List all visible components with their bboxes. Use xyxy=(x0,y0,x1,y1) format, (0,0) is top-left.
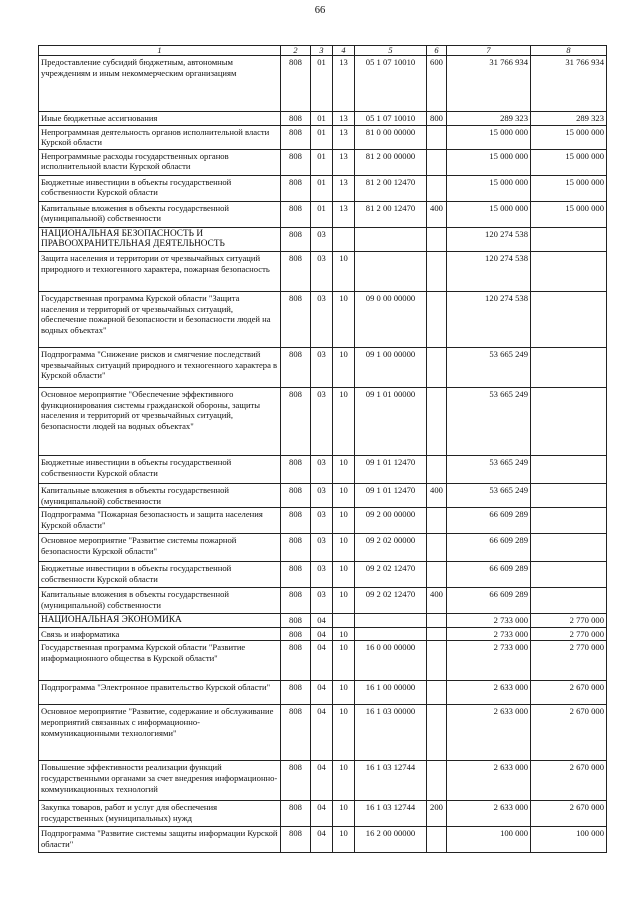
cell-pr: 10 xyxy=(333,681,355,705)
cell-ved: 808 xyxy=(281,125,311,149)
cell-name: Повышение эффективности реализации функций государственными органами за счет внедрения информационно-коммуникационных технологий xyxy=(39,761,281,801)
cell-name: Бюджетные инвестиции в объекты государственной собственности Курской области xyxy=(39,175,281,201)
cell-name: Капитальные вложения в объекты государственной (муниципальной) собственности xyxy=(39,483,281,507)
cell-y2: 2 770 000 xyxy=(531,627,607,641)
budget-table xyxy=(38,45,607,853)
cell-rz: 03 xyxy=(311,508,333,534)
header-row xyxy=(39,46,607,56)
cell-name: Основное мероприятие "Развитие системы пожарной безопасности Курской области" xyxy=(39,534,281,562)
cell-y2: 2 770 000 xyxy=(531,641,607,681)
cell-y2 xyxy=(531,387,607,455)
table-row xyxy=(39,149,607,175)
cell-csr: 09 2 02 12470 xyxy=(355,562,427,588)
cell-csr: 16 1 03 12744 xyxy=(355,801,427,827)
cell-csr: 16 0 00 00000 xyxy=(355,641,427,681)
cell-y2: 100 000 xyxy=(531,827,607,853)
cell-ved: 808 xyxy=(281,588,311,614)
cell-rz: 04 xyxy=(311,827,333,853)
cell-rz: 03 xyxy=(311,455,333,483)
cell-vr xyxy=(427,455,447,483)
cell-ved: 808 xyxy=(281,627,311,641)
cell-y1: 2 633 000 xyxy=(447,681,531,705)
table-row xyxy=(39,175,607,201)
cell-rz: 01 xyxy=(311,112,333,126)
col-header-3: 3 xyxy=(311,46,333,56)
cell-pr xyxy=(333,227,355,251)
cell-pr: 13 xyxy=(333,125,355,149)
cell-rz: 03 xyxy=(311,483,333,507)
col-header-6: 6 xyxy=(427,46,447,56)
cell-y2: 2 770 000 xyxy=(531,614,607,628)
cell-y2: 15 000 000 xyxy=(531,149,607,175)
cell-ved: 808 xyxy=(281,201,311,227)
cell-y2 xyxy=(531,291,607,347)
cell-vr: 200 xyxy=(427,801,447,827)
cell-y1: 15 000 000 xyxy=(447,125,531,149)
cell-name: Подпрограмма "Снижение рисков и смягчение последствий чрезвычайных ситуаций природного и техногенного характера в Курской области" xyxy=(39,347,281,387)
table-row xyxy=(39,627,607,641)
cell-y1: 2 733 000 xyxy=(447,641,531,681)
cell-csr: 09 2 00 00000 xyxy=(355,508,427,534)
cell-name: Непрограммная деятельность органов исполнительной власти Курской области xyxy=(39,125,281,149)
col-header-2: 2 xyxy=(281,46,311,56)
cell-rz: 01 xyxy=(311,201,333,227)
cell-csr: 05 1 07 10010 xyxy=(355,56,427,112)
cell-y2 xyxy=(531,251,607,291)
cell-y1: 120 274 538 xyxy=(447,227,531,251)
cell-y2: 2 670 000 xyxy=(531,681,607,705)
cell-ved: 808 xyxy=(281,681,311,705)
cell-pr xyxy=(333,614,355,628)
cell-y2: 15 000 000 xyxy=(531,175,607,201)
cell-name: Подпрограмма "Развитие системы защиты информации Курской области" xyxy=(39,827,281,853)
cell-pr: 10 xyxy=(333,562,355,588)
cell-name: Основное мероприятие "Развитие, содержание и обслуживание мероприятий связанных с информационно-коммуникационными технологиями" xyxy=(39,705,281,761)
cell-rz: 03 xyxy=(311,227,333,251)
cell-y1: 53 665 249 xyxy=(447,483,531,507)
cell-ved: 808 xyxy=(281,227,311,251)
cell-rz: 01 xyxy=(311,149,333,175)
cell-y2: 2 670 000 xyxy=(531,761,607,801)
cell-y1: 66 609 289 xyxy=(447,508,531,534)
col-header-1: 1 xyxy=(39,46,281,56)
cell-rz: 03 xyxy=(311,387,333,455)
cell-vr: 400 xyxy=(427,483,447,507)
cell-ved: 808 xyxy=(281,483,311,507)
cell-pr: 10 xyxy=(333,387,355,455)
cell-rz: 04 xyxy=(311,705,333,761)
cell-csr: 09 0 00 00000 xyxy=(355,291,427,347)
table-row xyxy=(39,562,607,588)
cell-y2: 2 670 000 xyxy=(531,801,607,827)
page-number: 66 xyxy=(314,5,326,16)
cell-csr: 05 1 07 10010 xyxy=(355,112,427,126)
cell-pr: 13 xyxy=(333,175,355,201)
cell-y1: 53 665 249 xyxy=(447,387,531,455)
cell-ved: 808 xyxy=(281,761,311,801)
table-row xyxy=(39,387,607,455)
cell-rz: 04 xyxy=(311,641,333,681)
cell-csr: 09 1 00 00000 xyxy=(355,347,427,387)
cell-pr: 10 xyxy=(333,827,355,853)
cell-y1: 2 733 000 xyxy=(447,627,531,641)
table-row xyxy=(39,508,607,534)
cell-vr xyxy=(427,614,447,628)
cell-y2 xyxy=(531,562,607,588)
cell-rz: 01 xyxy=(311,175,333,201)
cell-vr xyxy=(427,705,447,761)
cell-vr xyxy=(427,227,447,251)
cell-ved: 808 xyxy=(281,56,311,112)
cell-y1: 66 609 289 xyxy=(447,534,531,562)
cell-rz: 04 xyxy=(311,627,333,641)
cell-vr: 600 xyxy=(427,56,447,112)
cell-csr xyxy=(355,227,427,251)
cell-csr: 81 2 00 00000 xyxy=(355,149,427,175)
cell-name: Основное мероприятие "Обеспечение эффективного функционирования системы гражданской обороны, защиты населения и территорий от чрезвычайных ситуаций, безопасности людей на водных объектах" xyxy=(39,387,281,455)
col-header-5: 5 xyxy=(355,46,427,56)
cell-y1: 53 665 249 xyxy=(447,455,531,483)
cell-vr xyxy=(427,251,447,291)
cell-y2 xyxy=(531,588,607,614)
table-row xyxy=(39,705,607,761)
cell-y1: 15 000 000 xyxy=(447,149,531,175)
cell-y2: 15 000 000 xyxy=(531,125,607,149)
cell-rz: 04 xyxy=(311,614,333,628)
cell-vr: 800 xyxy=(427,112,447,126)
cell-ved: 808 xyxy=(281,387,311,455)
cell-y2 xyxy=(531,508,607,534)
cell-ved: 808 xyxy=(281,827,311,853)
cell-csr: 09 2 02 12470 xyxy=(355,588,427,614)
cell-vr xyxy=(427,291,447,347)
cell-name: Капитальные вложения в объекты государственной (муниципальной) собственности xyxy=(39,201,281,227)
cell-pr: 10 xyxy=(333,641,355,681)
cell-csr: 16 1 03 12744 xyxy=(355,761,427,801)
cell-csr: 16 2 00 00000 xyxy=(355,827,427,853)
cell-y1: 2 733 000 xyxy=(447,614,531,628)
cell-rz: 03 xyxy=(311,347,333,387)
cell-name: Государственная программа Курской области "Защита населения и территорий от чрезвычайных ситуаций, обеспечение пожарной безопасности и безопасности людей на водных объектах" xyxy=(39,291,281,347)
cell-pr: 10 xyxy=(333,627,355,641)
cell-vr xyxy=(427,534,447,562)
cell-y2 xyxy=(531,534,607,562)
cell-name: Подпрограмма "Электронное правительство Курской области" xyxy=(39,681,281,705)
cell-ved: 808 xyxy=(281,534,311,562)
cell-rz: 03 xyxy=(311,534,333,562)
table-row xyxy=(39,227,607,251)
cell-name: Бюджетные инвестиции в объекты государственной собственности Курской области xyxy=(39,562,281,588)
table-row xyxy=(39,455,607,483)
cell-vr xyxy=(427,641,447,681)
cell-name: Капитальные вложения в объекты государственной (муниципальной) собственности xyxy=(39,588,281,614)
cell-y2: 289 323 xyxy=(531,112,607,126)
cell-name: Иные бюджетные ассигнования xyxy=(39,112,281,126)
cell-ved: 808 xyxy=(281,562,311,588)
col-header-4: 4 xyxy=(333,46,355,56)
cell-ved: 808 xyxy=(281,175,311,201)
table-row xyxy=(39,56,607,112)
cell-ved: 808 xyxy=(281,705,311,761)
cell-y1: 100 000 xyxy=(447,827,531,853)
table-row xyxy=(39,827,607,853)
table-row xyxy=(39,347,607,387)
cell-y1: 120 274 538 xyxy=(447,251,531,291)
cell-vr xyxy=(427,562,447,588)
cell-ved: 808 xyxy=(281,455,311,483)
cell-ved: 808 xyxy=(281,347,311,387)
cell-vr xyxy=(427,761,447,801)
cell-name: Бюджетные инвестиции в объекты государственной собственности Курской области xyxy=(39,455,281,483)
cell-pr: 10 xyxy=(333,483,355,507)
cell-pr: 10 xyxy=(333,508,355,534)
cell-csr: 09 1 01 12470 xyxy=(355,455,427,483)
cell-rz: 01 xyxy=(311,125,333,149)
cell-csr: 09 2 02 00000 xyxy=(355,534,427,562)
cell-csr xyxy=(355,251,427,291)
cell-ved: 808 xyxy=(281,801,311,827)
cell-ved: 808 xyxy=(281,641,311,681)
table-row xyxy=(39,761,607,801)
cell-csr: 16 1 03 00000 xyxy=(355,705,427,761)
cell-y1: 31 766 934 xyxy=(447,56,531,112)
cell-vr xyxy=(427,149,447,175)
cell-ved: 808 xyxy=(281,508,311,534)
table-row xyxy=(39,483,607,507)
cell-pr: 10 xyxy=(333,761,355,801)
cell-y2 xyxy=(531,455,607,483)
table-row xyxy=(39,681,607,705)
cell-rz: 03 xyxy=(311,562,333,588)
cell-pr: 13 xyxy=(333,112,355,126)
cell-csr: 09 1 01 12470 xyxy=(355,483,427,507)
cell-name: НАЦИОНАЛЬНАЯ ЭКОНОМИКА xyxy=(39,614,281,628)
cell-rz: 01 xyxy=(311,56,333,112)
table-row xyxy=(39,614,607,628)
cell-ved: 808 xyxy=(281,149,311,175)
cell-rz: 04 xyxy=(311,801,333,827)
cell-pr: 10 xyxy=(333,705,355,761)
cell-name: Непрограммные расходы государственных органов исполнительной власти Курской области xyxy=(39,149,281,175)
cell-y1: 120 274 538 xyxy=(447,291,531,347)
col-header-7: 7 xyxy=(447,46,531,56)
cell-pr: 10 xyxy=(333,801,355,827)
cell-vr xyxy=(427,681,447,705)
cell-pr: 10 xyxy=(333,347,355,387)
cell-vr xyxy=(427,508,447,534)
cell-y1: 53 665 249 xyxy=(447,347,531,387)
cell-name: Предоставление субсидий бюджетным, автономным учреждениям и иным некоммерческим организациям xyxy=(39,56,281,112)
cell-name: НАЦИОНАЛЬНАЯ БЕЗОПАСНОСТЬ И ПРАВООХРАНИТЕЛЬНАЯ ДЕЯТЕЛЬНОСТЬ xyxy=(39,227,281,251)
cell-y2: 31 766 934 xyxy=(531,56,607,112)
cell-ved: 808 xyxy=(281,251,311,291)
cell-ved: 808 xyxy=(281,291,311,347)
cell-y2 xyxy=(531,347,607,387)
cell-vr xyxy=(427,175,447,201)
cell-pr: 10 xyxy=(333,455,355,483)
cell-csr: 09 1 01 00000 xyxy=(355,387,427,455)
cell-name: Связь и информатика xyxy=(39,627,281,641)
cell-pr: 10 xyxy=(333,291,355,347)
cell-pr: 10 xyxy=(333,588,355,614)
cell-pr: 10 xyxy=(333,534,355,562)
cell-name: Подпрограмма "Пожарная безопасность и защита населения Курской области" xyxy=(39,508,281,534)
cell-pr: 13 xyxy=(333,201,355,227)
cell-vr xyxy=(427,125,447,149)
cell-y1: 15 000 000 xyxy=(447,175,531,201)
cell-vr xyxy=(427,827,447,853)
cell-y2 xyxy=(531,483,607,507)
cell-rz: 03 xyxy=(311,291,333,347)
cell-name: Защита населения и территории от чрезвычайных ситуаций природного и техногенного характера, пожарная безопасность xyxy=(39,251,281,291)
cell-rz: 04 xyxy=(311,681,333,705)
cell-csr: 16 1 00 00000 xyxy=(355,681,427,705)
cell-y1: 2 633 000 xyxy=(447,761,531,801)
cell-vr xyxy=(427,387,447,455)
table-row xyxy=(39,291,607,347)
cell-y2: 2 670 000 xyxy=(531,705,607,761)
cell-rz: 04 xyxy=(311,761,333,801)
col-header-8: 8 xyxy=(531,46,607,56)
cell-rz: 03 xyxy=(311,588,333,614)
table-row xyxy=(39,641,607,681)
cell-y1: 2 633 000 xyxy=(447,801,531,827)
table-row xyxy=(39,125,607,149)
cell-pr: 10 xyxy=(333,251,355,291)
cell-vr: 400 xyxy=(427,588,447,614)
cell-vr xyxy=(427,627,447,641)
cell-name: Государственная программа Курской области "Развитие информационного общества в Курской области" xyxy=(39,641,281,681)
cell-y1: 2 633 000 xyxy=(447,705,531,761)
table-row xyxy=(39,534,607,562)
cell-rz: 03 xyxy=(311,251,333,291)
cell-y2 xyxy=(531,227,607,251)
cell-pr: 13 xyxy=(333,56,355,112)
table-row xyxy=(39,112,607,126)
cell-y2: 15 000 000 xyxy=(531,201,607,227)
table-row xyxy=(39,201,607,227)
cell-csr: 81 2 00 12470 xyxy=(355,201,427,227)
table-row xyxy=(39,801,607,827)
cell-vr xyxy=(427,347,447,387)
cell-y1: 15 000 000 xyxy=(447,201,531,227)
cell-ved: 808 xyxy=(281,614,311,628)
cell-vr: 400 xyxy=(427,201,447,227)
cell-csr xyxy=(355,627,427,641)
cell-ved: 808 xyxy=(281,112,311,126)
cell-csr: 81 2 00 12470 xyxy=(355,175,427,201)
cell-csr: 81 0 00 00000 xyxy=(355,125,427,149)
table-row xyxy=(39,251,607,291)
table-row xyxy=(39,588,607,614)
cell-y1: 66 609 289 xyxy=(447,588,531,614)
cell-pr: 13 xyxy=(333,149,355,175)
cell-y1: 66 609 289 xyxy=(447,562,531,588)
cell-name: Закупка товаров, работ и услуг для обеспечения государственных (муниципальных) нужд xyxy=(39,801,281,827)
cell-csr xyxy=(355,614,427,628)
cell-y1: 289 323 xyxy=(447,112,531,126)
